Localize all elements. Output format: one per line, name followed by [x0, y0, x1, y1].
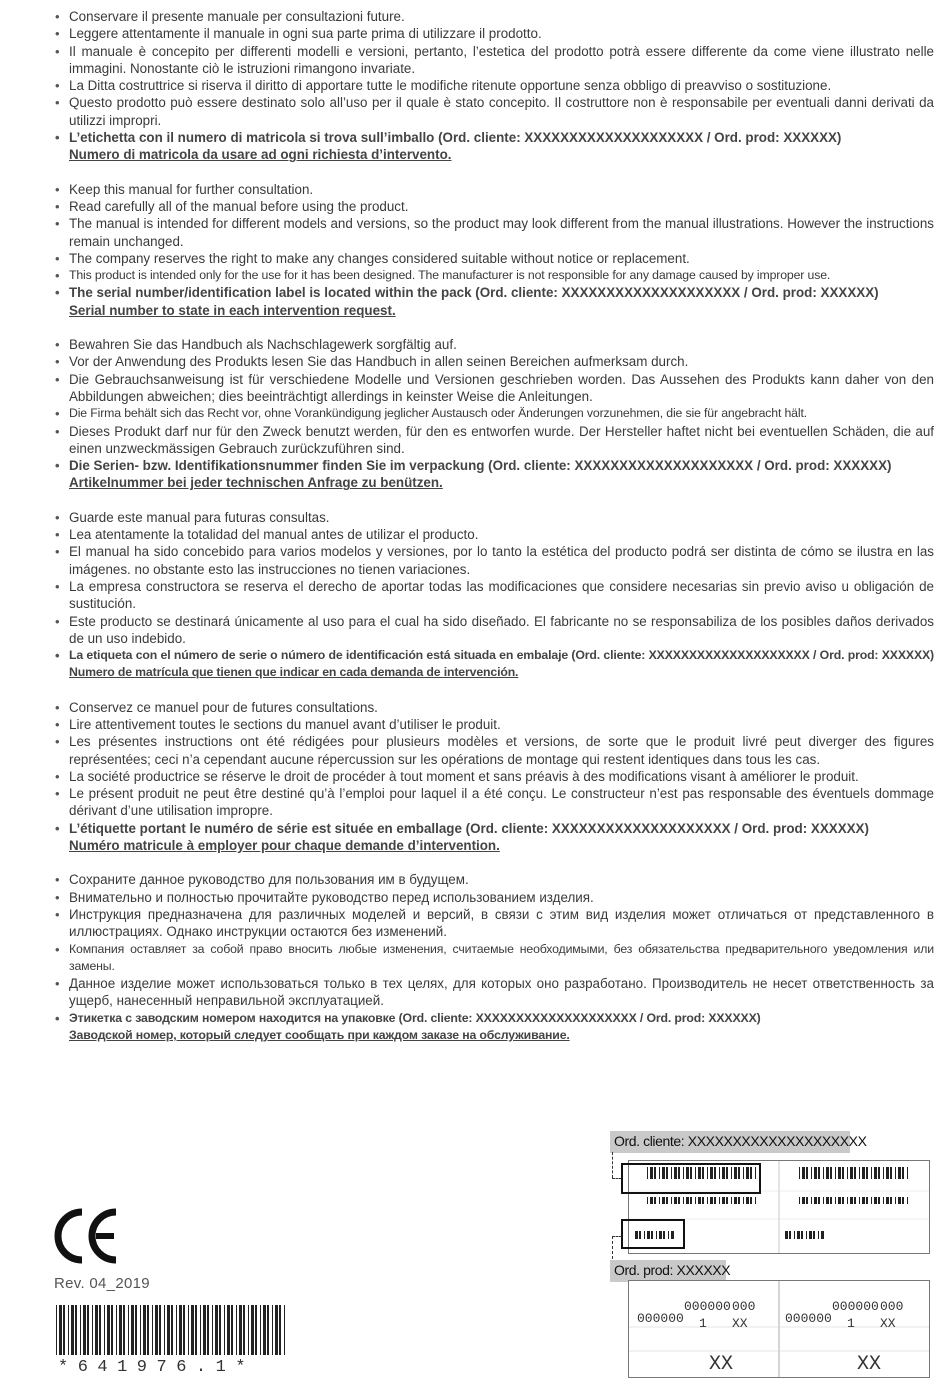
label-number: XX	[880, 1316, 896, 1331]
revision-label: Rev. 04_2019	[54, 1275, 150, 1292]
list-item: • Keep this manual for further consultation.	[54, 181, 934, 198]
order-prod-callout: Ord. prod: XXXXXX	[610, 1260, 726, 1282]
label-sheet-bottom	[628, 1280, 930, 1378]
serial-label-note	[54, 129, 934, 164]
serial-label-text: L’etichetta con il numero di matricola si trova sull’imballo (Ord. cliente: XXXXXXXXXXXXXXXXXXXX / Ord. prod: XXXXXX)	[69, 130, 842, 146]
list-item: • Lire attentivement toutes le sections du manuel avant d’utiliser le produit.	[54, 716, 934, 733]
label-diagram	[610, 1128, 935, 1378]
label-number: 000	[880, 1299, 904, 1314]
list-item: • La empresa constructora se reserva el derecho de aportar todas las modificaciones que considere necesarias sin previo aviso u obligación de sustitución.	[54, 578, 934, 613]
label-sheet-top	[628, 1160, 930, 1254]
section-italian	[54, 8, 934, 164]
list-item: • Questo prodotto può essere destinato solo all’uso per il quale è stato concepito. Il costruttore non è responsabile per eventuali danni derivati da utilizzi impropri.	[54, 94, 934, 129]
label-number: 000000	[684, 1299, 731, 1314]
callout-connector	[612, 1236, 622, 1237]
list-item: • Read carefully all of the manual before using the product.	[54, 198, 934, 215]
label-number: 000	[732, 1299, 756, 1314]
manual-notes	[54, 8, 934, 1061]
list-item: • Les présentes instructions ont été rédigées pour plusieurs modèles et versions, de sorte que le produit livré peut diverger des figures représentées; ceci n’a cependant aucune répercussion sur les opérations de montage qui restent identiques dans tous les cas.	[54, 733, 934, 768]
serial-request-note: Numéro matricule à employer pour chaque demande d’intervention.	[69, 838, 500, 854]
label-number: XX	[709, 1353, 734, 1376]
list-item: • Внимательно и полностью прочитайте руководство перед использованием изделия.	[54, 889, 934, 906]
serial-request-note: Numero di matricola da usare ad ogni richiesta d’intervento.	[69, 147, 452, 163]
list-item: • Conservare il presente manuale per consultazioni future.	[54, 8, 934, 25]
order-client-callout: Ord. cliente: XXXXXXXXXXXXXXXXXXXX	[610, 1131, 850, 1153]
list-item: • This product is intended only for the use for it has been designed. The manufacturer is not responsible for any damage caused by improper use.	[54, 267, 934, 284]
label-number: XX	[857, 1353, 882, 1376]
list-item: • Инструкция предназначена для различных моделей и версий, в связи с этим вид изделия может отличаться от представленного в иллюстрациях. Однако инструкции остаются без изменений.	[54, 906, 934, 941]
order-client-highlight	[621, 1163, 761, 1194]
list-item: • Bewahren Sie das Handbuch als Nachschlagewerk sorgfältig auf.	[54, 336, 934, 353]
list-item: • Dieses Produkt darf nur für den Zweck benutzt werden, für den es entworfen wurde. Der Hersteller haftet nicht bei eventuellen Schäden, die auf einen unzweckmässigen Gebrauch zurückzuführen sind.	[54, 423, 934, 458]
label-number: 000000	[785, 1311, 832, 1326]
order-prod-highlight	[621, 1219, 685, 1249]
list-item: • Die Gebrauchsanweisung ist für verschiedene Modelle und Versionen geschrieben worden. Das Aussehen des Produkts kann daher von den Abbildungen abweichen; dies beeinträchtigt allerdings in keinster Weise die Anleitungen.	[54, 371, 934, 406]
serial-request-note: Заводской номер, который следует сообщать при каждом заказе на обслуживание.	[69, 1028, 570, 1043]
list-item: • Lea atentamente la totalidad del manual antes de utilizar el producto.	[54, 526, 934, 543]
serial-label-note	[54, 647, 934, 682]
list-item: • The manual is intended for different models and versions, so the product may look different from the manual illustrations. However the instructions remain unchanged.	[54, 215, 934, 250]
barcode-icon	[56, 1305, 288, 1355]
serial-label-text: L’étiquette portant le numéro de série est située en emballage (Ord. cliente: XXXXXXXXXXXXXXXXXXXX / Ord. prod: XXXXXX)	[69, 820, 869, 836]
serial-request-note: Numero de matrícula que tienen que indicar en cada demanda de intervención.	[69, 665, 519, 680]
serial-label-text: Этикетка с заводским номером находится на упаковке (Ord. cliente: XXXXXXXXXXXXXXXXXXXX / Ord. prod: XXXXXX)	[69, 1010, 761, 1025]
list-item: • The company reserves the right to make any changes considered suitable without notice or replacement.	[54, 250, 934, 267]
list-item: • Данное изделие может использоваться только в тех целях, для которых оно разработано. Производитель не несет ответственность за ущерб, нанесенный неправильной эксплуатацией.	[54, 975, 934, 1010]
section-english	[54, 181, 934, 319]
list-item: • La Ditta costruttrice si riserva il diritto di apportare tutte le modifiche ritenute opportune senza obbligo di preavviso o sostituzione.	[54, 77, 934, 94]
serial-label-text: Die Serien- bzw. Identifikationsnummer finden Sie im verpackung (Ord. cliente: XXXXXXXXXXXXXXXXXXXX / Ord. prod: XXXXXX)	[69, 458, 892, 474]
section-russian	[54, 871, 934, 1044]
list-item: • Guarde este manual para futuras consultas.	[54, 509, 934, 526]
list-item: • Il manuale è concepito per differenti modelli e versioni, pertanto, l’estetica del prodotto potrà essere differente da come viene illustrato nelle immagini. Nonostante ciò le istruzioni rimangono invariate.	[54, 43, 934, 78]
barcode-number: *641976.1*	[58, 1358, 256, 1377]
serial-label-note	[54, 1010, 934, 1045]
serial-request-note: Serial number to state in each intervention request.	[69, 302, 396, 318]
section-german	[54, 336, 934, 492]
list-item: • La société productrice se réserve le droit de procéder à tout moment et sans préavis à des modifications visant à améliorer le produit.	[54, 768, 934, 785]
serial-label-note	[54, 284, 934, 319]
list-item: • Este producto se destinará únicamente al uso para el cual ha sido diseñado. El fabricante no se responsabiliza de los posibles daños derivados de un uso indebido.	[54, 613, 934, 648]
label-number: 000000	[832, 1299, 879, 1314]
label-number: 1	[847, 1316, 855, 1331]
label-number: 1	[699, 1316, 707, 1331]
callout-connector	[612, 1152, 613, 1178]
section-french	[54, 699, 934, 855]
list-item: • Conservez ce manuel pour de futures consultations.	[54, 699, 934, 716]
serial-label-note	[54, 820, 934, 855]
ce-mark-icon	[54, 1208, 122, 1264]
serial-request-note: Artikelnummer bei jeder technischen Anfrage zu benützen.	[69, 475, 443, 491]
serial-label-note	[54, 457, 934, 492]
list-item: • El manual ha sido concebido para varios modelos y versiones, por lo tanto la estética del producto podrá ser distinta de cómo se ilustra en las imágenes. no obstante esto las instrucciones no tienen variaciones.	[54, 543, 934, 578]
serial-label-text: La etiqueta con el número de serie o número de identificación está situada en embalaje (Ord. cliente: XXXXXXXXXXXXXXXXXXXX / Ord. prod: XXXXXX)	[69, 648, 934, 663]
list-item: • Vor der Anwendung des Produkts lesen Sie das Handbuch in allen seinen Bereichen aufmerksam durch.	[54, 353, 934, 370]
list-item: • Leggere attentamente il manuale in ogni sua parte prima di utilizzare il prodotto.	[54, 25, 934, 42]
label-number: XX	[732, 1316, 748, 1331]
serial-label-text: The serial number/identification label is located within the pack (Ord. cliente: XXXXXXXXXXXXXXXXXXXX / Ord. prod: XXXXXX)	[69, 285, 879, 301]
list-item: • Die Firma behält sich das Recht vor, ohne Vorankündigung jeglicher Austausch oder Änderungen vorzunehmen, die sie für angebracht hält.	[54, 405, 934, 422]
section-spanish	[54, 509, 934, 682]
list-item: • Le présent produit ne peut être destiné qu’à l’emploi pour laquel il a été conçu. Le constructeur n’est pas responsable des éventuels dommage dérivant d’une utilisation impropre.	[54, 785, 934, 820]
list-item: • Сохраните данное руководство для пользования им в будущем.	[54, 871, 934, 888]
list-item: • Компания оставляет за собой право вносить любые изменения, считаемые необходимыми, без обязательства предварительного уведомления или замены.	[54, 941, 934, 976]
label-number: 000000	[637, 1311, 684, 1326]
